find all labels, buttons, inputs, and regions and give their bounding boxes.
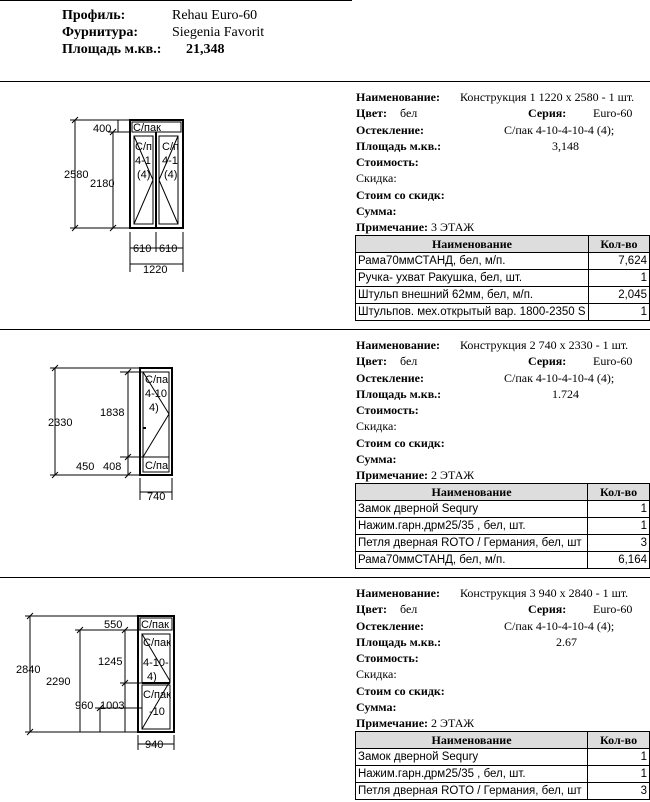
note-label: Примечание: — [356, 468, 429, 483]
color-label: Цвет: — [356, 106, 388, 121]
col-name-header: Наименование — [356, 236, 589, 253]
construction-2-drawing — [0, 330, 350, 505]
construction-1-drawing — [0, 82, 350, 282]
construction-2-parts-table — [355, 483, 650, 569]
dim-total-height: 2840 — [16, 664, 41, 676]
table-row — [356, 749, 650, 766]
dim-total-width: 940 — [145, 739, 164, 751]
dim-total-height: 2330 — [48, 417, 73, 429]
series-label: Серия: — [528, 106, 567, 121]
sum-label: Сумма: — [356, 452, 397, 467]
dim-total-width: 1220 — [143, 264, 168, 276]
glazing-value: С/пак 4-10-4-10-4 (4); — [504, 618, 615, 633]
glazing-value: С/пак 4-10-4-10-4 (4); — [504, 370, 615, 385]
name-label: Наименование: — [356, 586, 440, 600]
name-label: Наименование: — [356, 90, 440, 104]
part-qty: 1 — [588, 766, 650, 783]
col-qty-header: Кол-во — [588, 236, 649, 253]
glass-label: (4) — [137, 169, 151, 181]
glass-label: С/п — [162, 141, 179, 153]
dim-total-width: 740 — [147, 491, 166, 503]
cost-label: Стоимость: — [356, 651, 419, 666]
part-name: Штульп внешний 62мм, бел, м/п. — [356, 287, 589, 304]
dim-right-width: 610 — [159, 243, 178, 255]
area-value: 3,148 — [552, 138, 579, 153]
col-name-header: Наименование — [356, 484, 588, 501]
construction-title: Конструкция 3 940 x 2840 - 1 шт. — [460, 586, 629, 600]
dim-inner-height: 2290 — [46, 676, 71, 688]
note-value: 2 ЭТАЖ — [431, 716, 475, 731]
area-label: Площадь м.кв.: — [356, 386, 442, 401]
construction-title: Конструкция 2 740 x 2330 - 1 шт. — [460, 338, 629, 352]
note-value: 3 ЭТАЖ — [431, 220, 475, 235]
table-row — [356, 304, 650, 321]
dim-lower-height: 450 — [76, 461, 95, 473]
glazing-label: Остекление: — [356, 370, 425, 385]
color-label: Цвет: — [356, 354, 388, 369]
cost-label: Стоимость: — [356, 155, 419, 170]
discount-label: Скидка: — [356, 419, 397, 434]
table-header-row — [356, 236, 650, 253]
part-qty: 6,164 — [588, 552, 650, 569]
area-label: Площадь м.кв.: — [356, 634, 442, 649]
color-label: Цвет: — [356, 602, 388, 617]
glazing-label: Остекление: — [356, 122, 425, 137]
header-top-rule — [0, 0, 352, 1]
part-name: Штульпов. мех.открытый вар. 1800-2350 S — [356, 304, 589, 321]
construction-2-props — [356, 337, 636, 484]
part-name: Рама70ммСТАНД, бел, м/п. — [356, 253, 589, 270]
construction-1-props — [356, 89, 636, 236]
note-label: Примечание: — [356, 220, 429, 235]
note-label: Примечание: — [356, 716, 429, 731]
glass-label: 4) — [147, 671, 157, 683]
glass-label: -10 — [149, 706, 165, 718]
dim-total-height: 2580 — [64, 169, 89, 181]
table-row — [356, 783, 650, 800]
dim-upper-height: 1838 — [100, 407, 125, 419]
glass-label: С/па — [145, 460, 169, 472]
part-name: Петля дверная ROTO / Германия, бел, шт — [356, 535, 588, 552]
part-name: Ручка- ухват Ракушка, бел, шт. — [356, 270, 589, 287]
glass-label: 4-10- — [143, 657, 169, 669]
part-qty: 1 — [588, 304, 649, 321]
cost-discount-label: Стоим со скидк: — [356, 683, 445, 698]
hardware-label: Фурнитура: — [62, 25, 139, 40]
table-header-row — [356, 732, 650, 749]
table-row — [356, 501, 650, 518]
hardware-value: Siegenia Favorit — [172, 25, 265, 40]
glass-label: С/пак — [143, 637, 171, 649]
series-value: Euro-60 — [593, 106, 633, 121]
color-value: бел — [400, 602, 418, 617]
name-label: Наименование: — [356, 338, 440, 352]
part-qty: 1 — [588, 518, 650, 535]
construction-3-drawing — [0, 578, 350, 756]
part-name: Замок дверной Sequry — [356, 501, 588, 518]
discount-label: Скидка: — [356, 171, 397, 186]
color-value: бел — [400, 106, 418, 121]
part-qty: 1 — [588, 501, 650, 518]
glazing-label: Остекление: — [356, 618, 425, 633]
part-qty: 1 — [588, 749, 650, 766]
sum-label: Сумма: — [356, 204, 397, 219]
series-value: Euro-60 — [593, 354, 633, 369]
part-qty: 7,624 — [588, 253, 649, 270]
part-qty: 3 — [588, 535, 650, 552]
glass-label: 4-1 — [135, 155, 151, 167]
part-name: Петля дверная ROTO / Германия, бел, шт — [356, 783, 588, 800]
dim-inner-height: 2180 — [90, 178, 115, 190]
glass-label: С/пак — [143, 689, 171, 701]
glass-label: С/п — [135, 141, 152, 153]
part-qty: 1 — [588, 270, 649, 287]
table-header-row — [356, 484, 650, 501]
cost-label: Стоимость: — [356, 403, 419, 418]
area-value: 2.67 — [556, 634, 577, 649]
part-name: Замок дверной Sequry — [356, 749, 588, 766]
glass-label: С/пак — [133, 122, 161, 134]
series-label: Серия: — [528, 354, 567, 369]
table-row — [356, 287, 650, 304]
part-name: Нажим.гарн.дрм25/35 , бел, шт. — [356, 518, 588, 535]
dim-low-1: 960 — [75, 700, 94, 712]
table-row — [356, 270, 650, 287]
table-row — [356, 552, 650, 569]
glass-label: 4-10 — [145, 388, 168, 400]
discount-label: Скидка: — [356, 667, 397, 682]
cost-discount-label: Стоим со скидк: — [356, 187, 445, 202]
color-value: бел — [400, 354, 418, 369]
glass-label: 4-1 — [162, 155, 178, 167]
cost-discount-label: Стоим со скидк: — [356, 435, 445, 450]
glass-label: (4) — [164, 169, 178, 181]
construction-1-parts-table — [355, 235, 650, 321]
table-row — [356, 518, 650, 535]
col-qty-header: Кол-во — [588, 484, 650, 501]
note-value: 2 ЭТАЖ — [431, 468, 475, 483]
part-qty: 2,045 — [588, 287, 649, 304]
table-row — [356, 253, 650, 270]
part-name: Рама70ммСТАНД, бел, м/п. — [356, 552, 588, 569]
area-value: 1.724 — [552, 386, 579, 401]
dim-top: 550 — [104, 619, 123, 631]
construction-3-parts-table — [355, 731, 650, 800]
total-area-value: 21,348 — [186, 42, 225, 57]
dim-left-width: 610 — [133, 243, 152, 255]
glazing-value: С/пак 4-10-4-10-4 (4); — [504, 122, 615, 137]
construction-title: Конструкция 1 1220 x 2580 - 1 шт. — [460, 90, 635, 104]
construction-3-props — [356, 585, 636, 732]
part-name: Нажим.гарн.дрм25/35 , бел, шт. — [356, 766, 588, 783]
total-area-label: Площадь м.кв.: — [62, 42, 162, 57]
area-label: Площадь м.кв.: — [356, 138, 442, 153]
series-label: Серия: — [528, 602, 567, 617]
table-row — [356, 535, 650, 552]
col-name-header: Наименование — [356, 732, 588, 749]
sum-label: Сумма: — [356, 700, 397, 715]
dim-low-2: 1003 — [100, 700, 125, 712]
profile-value: Rehau Euro-60 — [172, 8, 258, 23]
series-value: Euro-60 — [593, 602, 633, 617]
dim-mid: 1245 — [98, 656, 123, 668]
col-qty-header: Кол-во — [588, 732, 650, 749]
part-qty: 3 — [588, 783, 650, 800]
glass-label: 4) — [149, 402, 159, 414]
dim-top: 400 — [93, 123, 112, 135]
glass-label: С/па — [145, 374, 169, 386]
dim-lower-height-2: 408 — [103, 461, 122, 473]
glass-label: С/пак — [141, 619, 169, 631]
profile-label: Профиль: — [62, 8, 126, 23]
table-row — [356, 766, 650, 783]
